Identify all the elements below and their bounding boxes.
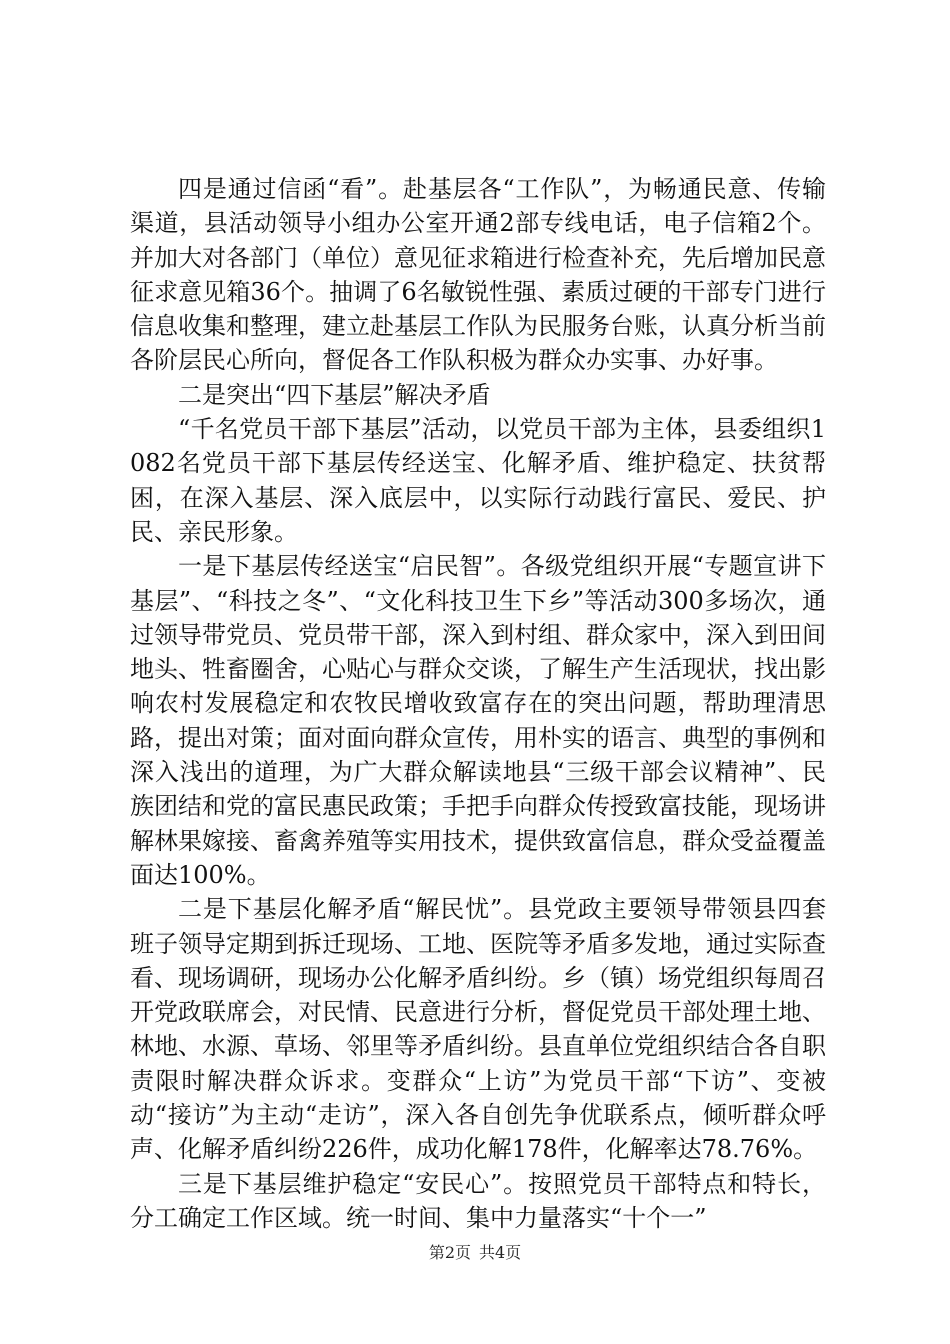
paragraph-intro: “千名党员干部下基层”活动，以党员干部为主体，县委组织1082名党员干部下基层传经送宝、化解矛盾、维护稳定、扶贫帮困，在深入基层、深入底层中，以实际行动践行富民、爱民、护民、亲民形象。 [130, 415, 826, 546]
page-number: 第2页 [428, 1243, 471, 1262]
document-body [130, 172, 826, 1235]
section-heading: 二是突出“四下基层”解决矛盾 [178, 380, 491, 409]
page-footer [0, 1243, 950, 1263]
page-total: 共4页 [479, 1243, 522, 1262]
paragraph-wisdom: 一是下基层传经送宝“启民智”。各级党组织开展“专题宣讲下基层”、“科技之冬”、“文化科技卫生下乡”等活动300多场次，通过领导带党员、党员带干部，深入到村组、群众家中，深入到田间地头、牲畜圈舍，心贴心与群众交谈，了解生产生活现状，找出影响农村发展稳定和农牧民增收致富存在的突出问题，帮助理清思路，提出对策；面对面向群众宣传，用朴实的语言、典型的事例和深入浅出的道理，为广大群众解读地县“三级干部会议精神”、民族团结和党的富民惠民政策；手把手向群众传授致富技能，现场讲解林果嫁接、畜禽养殖等实用技术，提供致富信息，群众受益覆盖面达100%。 [130, 552, 826, 889]
paragraph-conflict: 二是下基层化解矛盾“解民忧”。县党政主要领导带领县四套班子领导定期到拆迁现场、工地、医院等矛盾多发地，通过实际查看、现场调研，现场办公化解矛盾纠纷。乡（镇）场党组织每周召开党政联席会，对民情、民意进行分析，督促党员干部处理土地、林地、水源、草场、邻里等矛盾纠纷。县直单位党组织结合各自职责限时解决群众诉求。变群众“上访”为党员干部“下访”、变被动“接访”为主动“走访”，深入各自创先争优联系点，倾听群众呼声、化解矛盾纠纷226件，成功化解178件，化解率达78.76%。 [130, 895, 826, 1164]
paragraph-letters: 四是通过信函“看”。赴基层各“工作队”，为畅通民意、传输渠道，县活动领导小组办公室开通2部专线电话，电子信箱2个。并加大对各部门（单位）意见征求箱进行检查补充，先后增加民意征求意见箱36个。抽调了6名敏锐性强、素质过硬的干部专门进行信息收集和整理，建立赴基层工作队为民服务台账，认真分析当前各阶层民心所向，督促各工作队积极为群众办实事、办好事。 [130, 175, 826, 375]
paragraph-stability: 三是下基层维护稳定“安民心”。按照党员干部特点和特长，分工确定工作区域。统一时间、集中力量落实“十个一” [130, 1169, 826, 1232]
